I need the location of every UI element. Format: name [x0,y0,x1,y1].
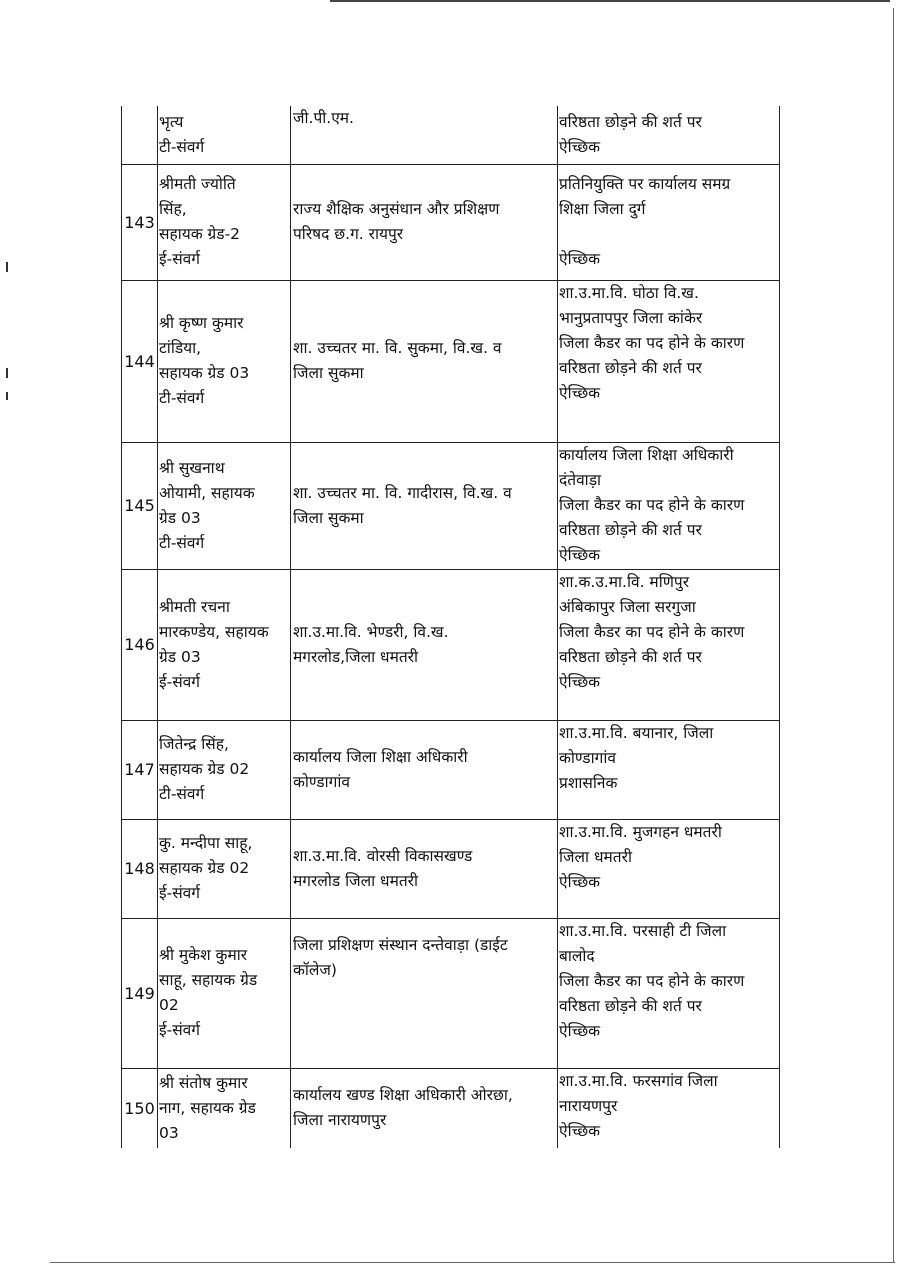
margin-mark [6,262,8,272]
current-posting: जिला प्रशिक्षण संस्थान दन्तेवाड़ा (डाईट कॉलेज) [291,918,558,1068]
employee-name: श्री सुखनाथ ओयामी, सहायक ग्रेड 03 टी-संवर्ग [158,442,291,569]
serial-number: 146 [122,569,158,720]
new-posting: वरिष्ठता छोड़ने की शर्त पर ऐच्छिक [558,106,780,164]
employee-name: भृत्य टी-संवर्ग [158,106,291,164]
employee-name: श्री कृष्ण कुमार टांडिया, सहायक ग्रेड 03 टी-संवर्ग [158,280,291,442]
table-row [122,918,780,1068]
scan-edge-bottom [50,1262,895,1263]
margin-mark [6,368,8,378]
table-row [122,106,780,164]
serial-number: 148 [122,819,158,918]
current-posting: कार्यालय जिला शिक्षा अधिकारी कोण्डागांव [291,720,558,819]
serial-number: 149 [122,918,158,1068]
table-row [122,442,780,569]
table-row [122,280,780,442]
new-posting: शा.उ.मा.वि. मुजगहन धमतरी जिला धमतरी ऐच्छिक [558,819,780,918]
employee-name: श्री संतोष कुमार नाग, सहायक ग्रेड 03 [158,1068,291,1148]
serial-number: 143 [122,164,158,280]
employee-name: जितेन्द्र सिंह, सहायक ग्रेड 02 टी-संवर्ग [158,720,291,819]
serial-number: 144 [122,280,158,442]
employee-name: श्री मुकेश कुमार साहू, सहायक ग्रेड 02 ई-संवर्ग [158,918,291,1068]
employee-name: श्रीमती ज्योति सिंह, सहायक ग्रेड-2 ई-संवर्ग [158,164,291,280]
serial-number: 145 [122,442,158,569]
employee-name: कु. मन्दीपा साहू, सहायक ग्रेड 02 ई-संवर्ग [158,819,291,918]
transfer-list-table [121,106,780,1148]
new-posting: शा.उ.मा.वि. घोठा वि.ख. भानुप्रतापपुर जिला कांकेर जिला कैडर का पद होने के कारण वरिष्ठता छोड़ने की शर्त पर ऐच्छिक [558,280,780,442]
table-row [122,1068,780,1148]
current-posting: शा. उच्चतर मा. वि. सुकमा, वि.ख. व जिला सुकमा [291,280,558,442]
new-posting: शा.उ.मा.वि. बयानार, जिला कोण्डागांव प्रशासनिक [558,720,780,819]
new-posting: शा.क.उ.मा.वि. मणिपुर अंबिकापुर जिला सरगुजा जिला कैडर का पद होने के कारण वरिष्ठता छोड़ने की शर्त पर ऐच्छिक [558,569,780,720]
table-row [122,569,780,720]
employee-name: श्रीमती रचना मारकण्डेय, सहायक ग्रेड 03 ई-संवर्ग [158,569,291,720]
new-posting: कार्यालय जिला शिक्षा अधिकारी दंतेवाड़ा जिला कैडर का पद होने के कारण वरिष्ठता छोड़ने की शर्त पर ऐच्छिक [558,442,780,569]
table-row [122,819,780,918]
scan-edge-top [330,0,890,5]
current-posting: शा.उ.मा.वि. वोरसी विकासखण्ड मगरलोड जिला धमतरी [291,819,558,918]
serial-number [122,106,158,164]
table-row [122,720,780,819]
current-posting: राज्य शैक्षिक अनुसंधान और प्रशिक्षण परिषद छ.ग. रायपुर [291,164,558,280]
current-posting: शा. उच्चतर मा. वि. गादीरास, वि.ख. व जिला सुकमा [291,442,558,569]
current-posting: कार्यालय खण्ड शिक्षा अधिकारी ओरछा, जिला नारायणपुर [291,1068,558,1148]
new-posting: प्रतिनियुक्ति पर कार्यालय समग्र शिक्षा जिला दुर्ग ऐच्छिक [558,164,780,280]
margin-mark [6,392,8,400]
serial-number: 150 [122,1068,158,1148]
current-posting: शा.उ.मा.वि. भेण्डरी, वि.ख. मगरलोड,जिला धमतरी [291,569,558,720]
new-posting: शा.उ.मा.वि. फरसगांव जिला नारायणपुर ऐच्छिक [558,1068,780,1148]
scan-edge-right [893,8,894,1263]
new-posting: शा.उ.मा.वि. परसाही टी जिला बालोद जिला कैडर का पद होने के कारण वरिष्ठता छोड़ने की शर्त पर ऐच्छिक [558,918,780,1068]
table-row [122,164,780,280]
serial-number: 147 [122,720,158,819]
current-posting: जी.पी.एम. [291,106,558,164]
